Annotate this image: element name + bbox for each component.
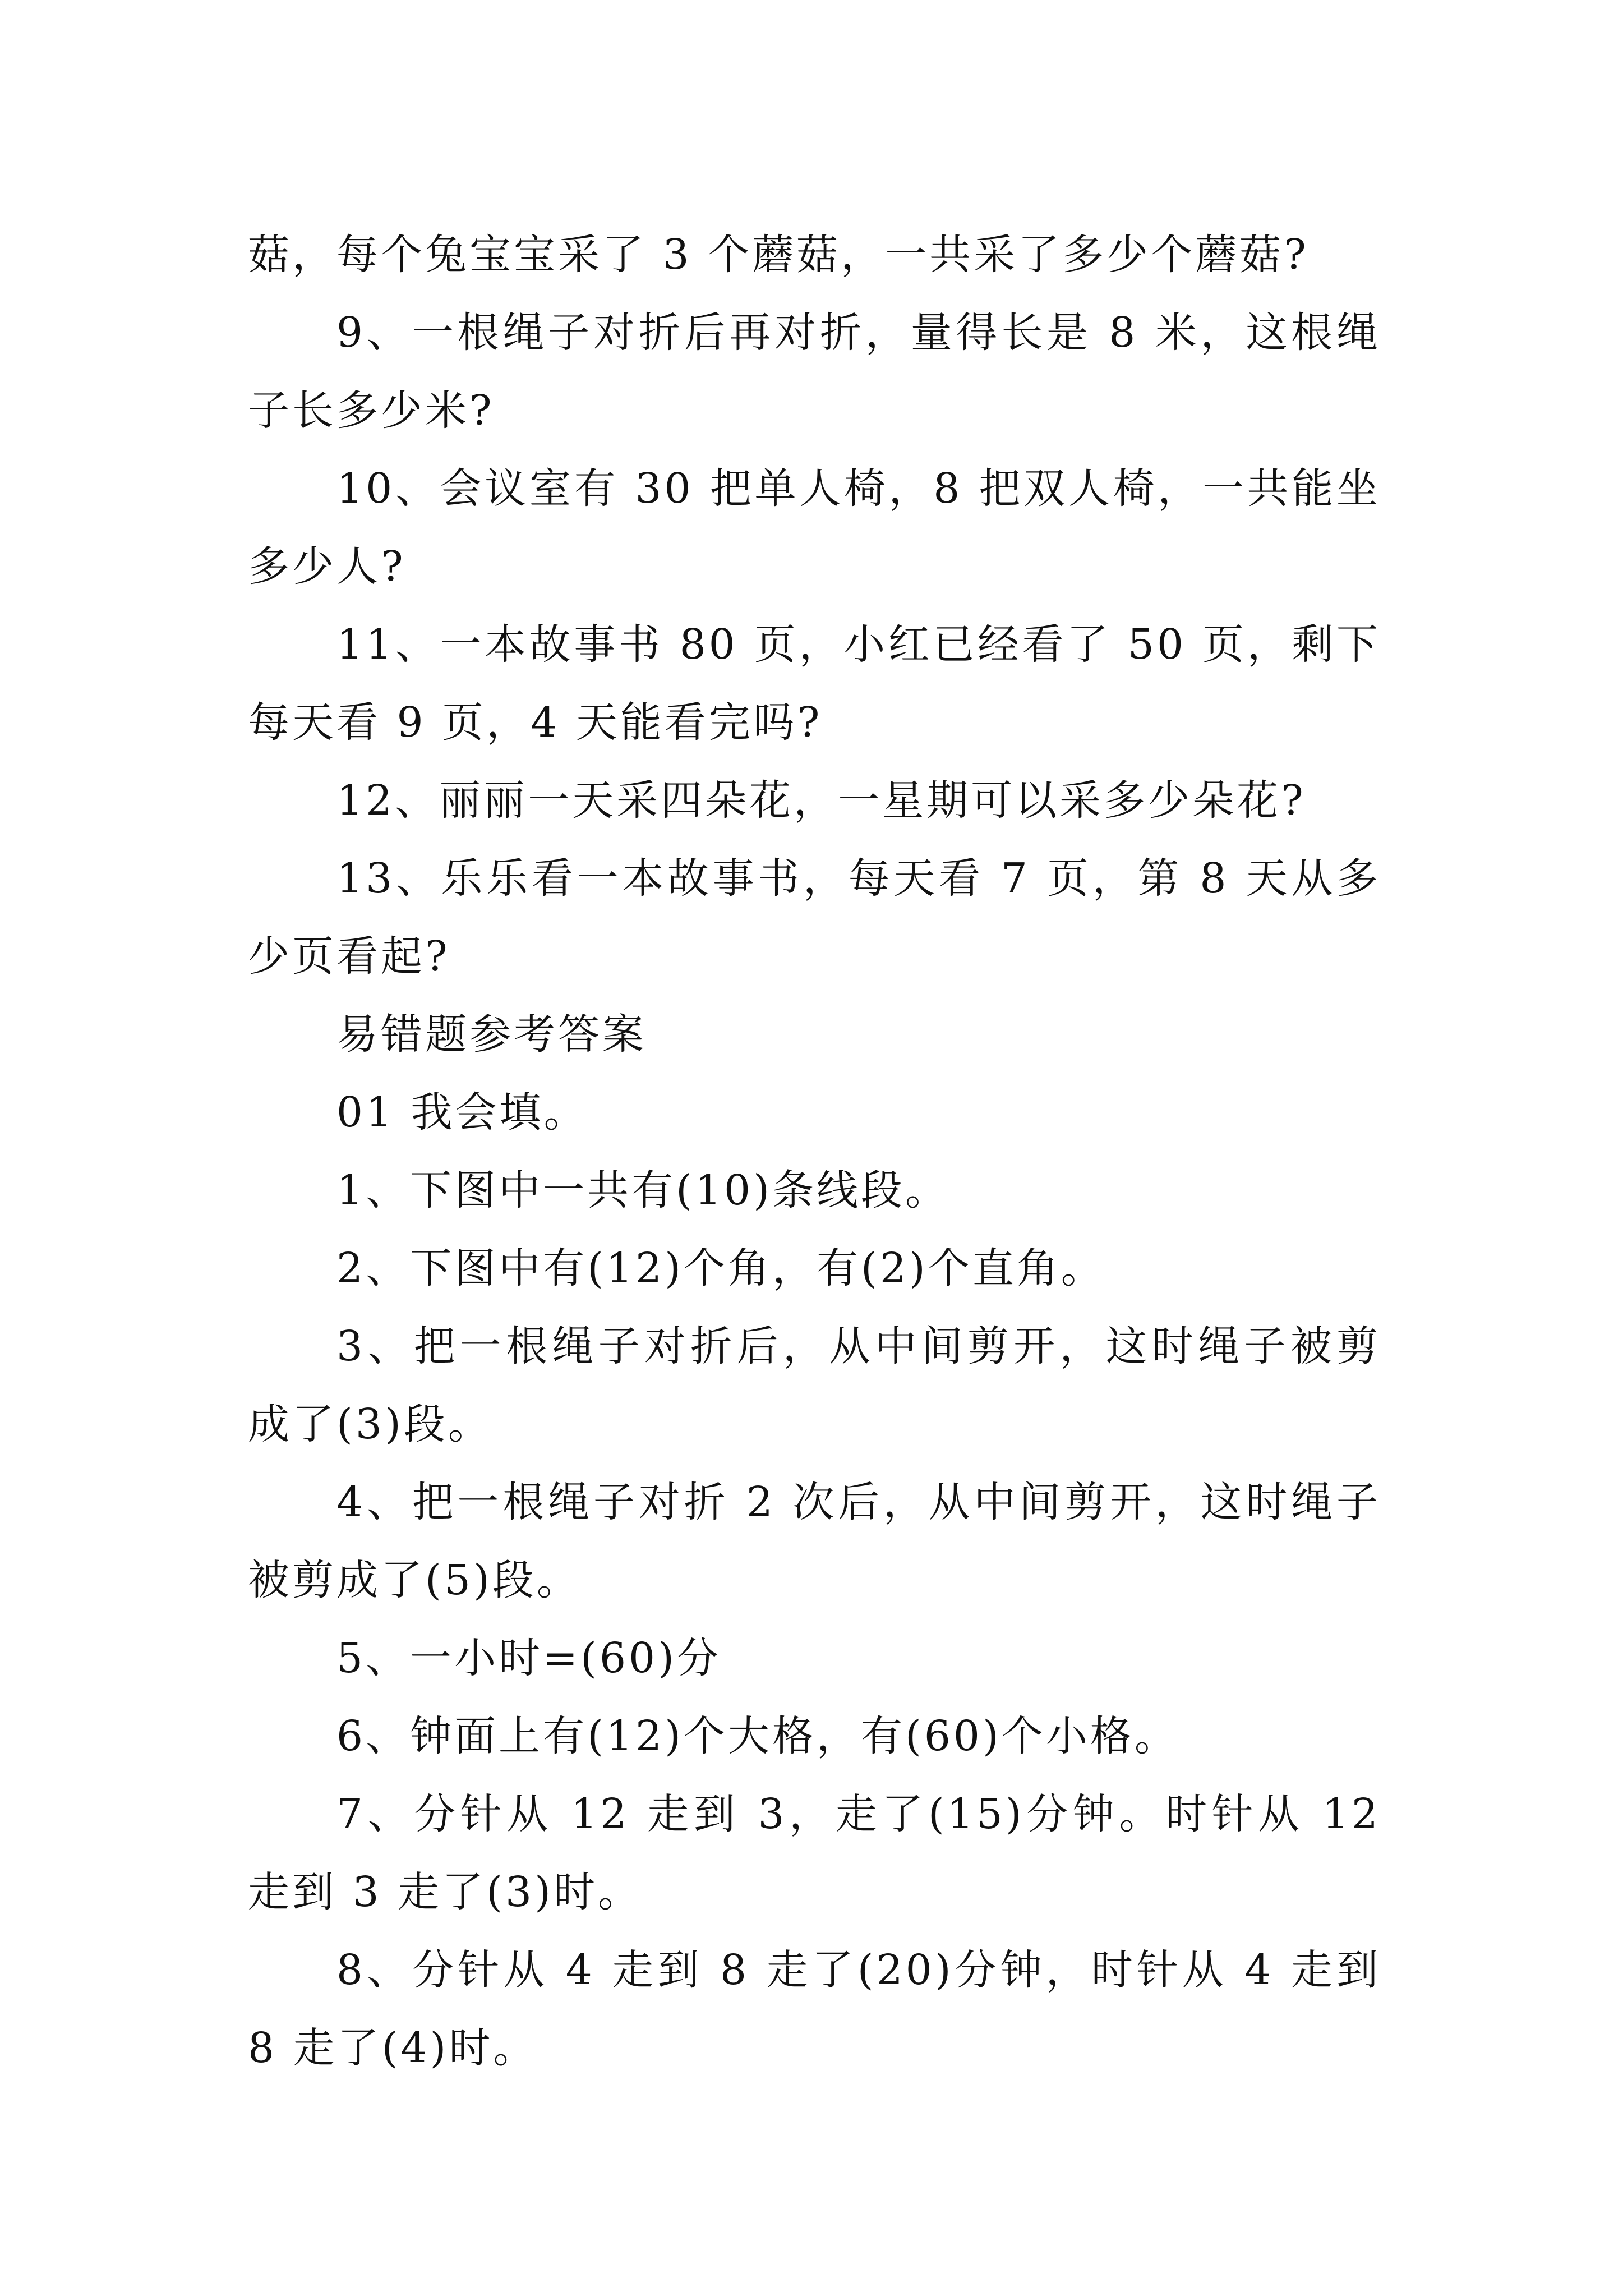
answer-8: 8、分针从 4 走到 8 走了(20)分钟，时针从 4 走到 8 走了(4)时。: [248, 1946, 1381, 2072]
answer-section-title: 01 我会填。: [336, 1088, 588, 1137]
question-10: 10、会议室有 30 把单人椅，8 把双人椅，一共能坐多少人?: [248, 464, 1381, 591]
answer-5: 5、一小时=(60)分: [336, 1634, 721, 1682]
question-13: 13、乐乐看一本故事书，每天看 7 页，第 8 天从多少页看起?: [248, 854, 1381, 981]
answer-1: 1、下图中一共有(10)条线段。: [336, 1166, 949, 1214]
answer-key-heading: 易错题参考答案: [336, 1010, 647, 1059]
answer-7: 7、分针从 12 走到 3，走了(15)分钟。时针从 12 走到 3 走了(3)时。: [248, 1790, 1381, 1916]
question-12: 12、丽丽一天采四朵花，一星期可以采多少朵花?: [336, 776, 1306, 825]
answer-2: 2、下图中有(12)个角，有(2)个直角。: [336, 1244, 1105, 1292]
answer-4: 4、把一根绳子对折 2 次后，从中间剪开，这时绳子被剪成了(5)段。: [248, 1478, 1381, 1604]
question-11: 11、一本故事书 80 页，小红已经看了 50 页，剩下每天看 9 页，4 天能看完吗?: [248, 620, 1381, 747]
answer-3: 3、把一根绳子对折后，从中间剪开，这时绳子被剪成了(3)段。: [248, 1322, 1381, 1448]
question-9: 9、一根绳子对折后再对折，量得长是 8 米，这根绳子长多少米?: [248, 309, 1381, 435]
document-body: [248, 216, 1381, 2087]
answer-6: 6、钟面上有(12)个大格，有(60)个小格。: [336, 1712, 1179, 1760]
paragraph-continuation: 菇，每个兔宝宝采了 3 个蘑菇，一共采了多少个蘑菇?: [248, 231, 1309, 279]
